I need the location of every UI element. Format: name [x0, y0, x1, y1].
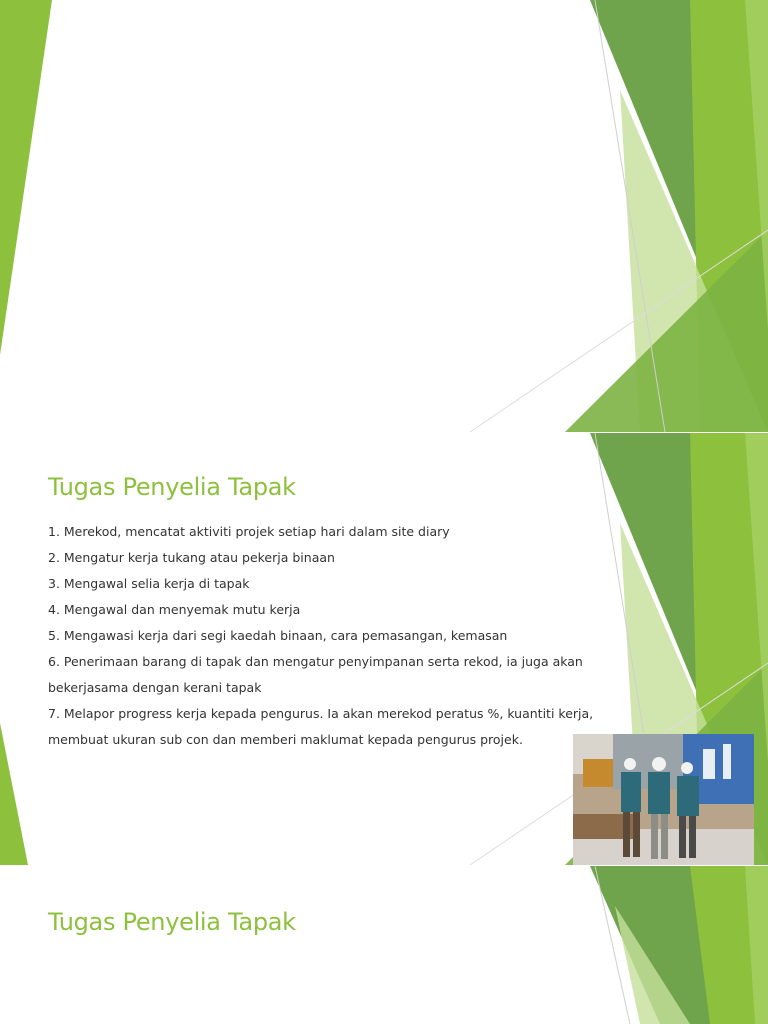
slide-2 [0, 433, 768, 865]
slide-decoration [0, 866, 768, 1024]
list-item: 4. Mengawal dan menyemak mutu kerja [48, 602, 301, 617]
list-item: 1. Merekod, mencatat aktiviti projek setiap hari dalam site diary [48, 524, 450, 539]
list-item: 7. Melapor progress kerja kepada pengurus. Ia akan merekod peratus %, kuantiti kerja, membuat ukuran sub con dan memberi maklumat kepada pengurus projek. [48, 706, 594, 747]
list-item: 3. Mengawal selia kerja di tapak [48, 576, 250, 591]
list-item: 2. Mengatur kerja tukang atau pekerja binaan [48, 550, 335, 565]
slide-3 [0, 866, 768, 1024]
slide-decoration [0, 0, 768, 432]
list-item: 6. Penerimaan barang di tapak dan mengatur penyimpanan serta rekod, ia juga akan bekerjasama dengan kerani tapak [48, 654, 583, 695]
construction-workers-photo [573, 734, 754, 865]
slide-title: Tugas Penyelia Tapak [48, 908, 296, 936]
slide-1 [0, 0, 768, 432]
slide-title: Tugas Penyelia Tapak [48, 473, 296, 501]
list-item: 5. Mengawasi kerja dari segi kaedah binaan, cara pemasangan, kemasan [48, 628, 508, 643]
task-list [48, 519, 618, 753]
